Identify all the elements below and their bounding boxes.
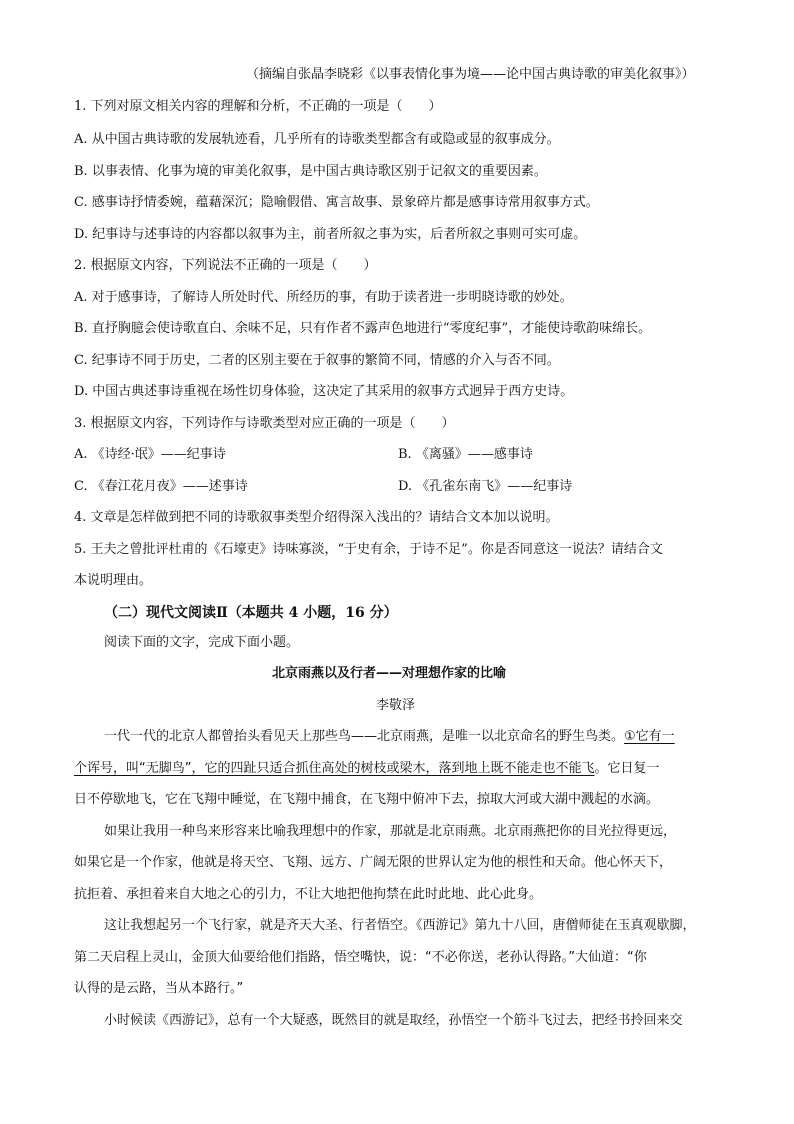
reading-instruction: 阅读下面的文字，完成下面小题。 bbox=[104, 635, 300, 650]
question-2-option-a: A. 对于感事诗，了解诗人所处时代、所经历的事，有助于读者进一步明晓诗歌的妙处。 bbox=[74, 290, 573, 305]
paragraph-2-line-3: 抗拒着、承担着来自大地之心的引力，不让大地把他拘禁在此时此地、此心此身。 bbox=[74, 887, 543, 902]
paragraph-3-line-3: 认得的是云路，当从本路行。” bbox=[74, 981, 244, 996]
article-author: 李敬泽 bbox=[376, 698, 416, 713]
question-3-option-a: A. 《诗经·氓》——纪事诗 bbox=[74, 447, 226, 462]
question-3-option-c: C. 《春江花月夜》——述事诗 bbox=[74, 479, 248, 494]
underlined-sentence: 个诨号，叫“无脚鸟”，它的四趾只适合抓住高处的树枝或梁木，落到地上既不能走也不能飞 bbox=[74, 761, 595, 776]
paragraph-1-text: 一代一代的北京人都曾抬头看见天上那些鸟——北京雨燕，是唯一以北京命名的野生鸟类。 bbox=[104, 729, 625, 744]
question-2-option-b: B. 直抒胸臆会使诗歌直白、余味不足，只有作者不露声色地进行“零度纪事”，才能使诗歌韵味绵长。 bbox=[74, 321, 652, 336]
underlined-sentence: ①它有一 bbox=[624, 729, 675, 744]
paragraph-1-text: 。它日复一 bbox=[594, 761, 660, 776]
paragraph-1-line-1 bbox=[104, 728, 675, 746]
paragraph-4-line-1: 小时候读《西游记》，总有一个大疑惑，既然目的就是取经，孙悟空一个筋斗飞过去，把经书拎回来交 bbox=[104, 1013, 683, 1028]
paragraph-3-line-1: 这让我想起另一个飞行家，就是齐天大圣、行者悟空。《西游记》第九十八回，唐僧师徒在玉真观歇脚， bbox=[104, 918, 696, 933]
question-1-option-b: B. 以事表情、化事为境的审美化叙事，是中国古典诗歌区别于记叙文的重要因素。 bbox=[74, 164, 547, 179]
article-title: 北京雨燕以及行者——对理想作家的比喻 bbox=[272, 666, 507, 681]
paragraph-3-line-2: 第二天启程上灵山，金顶大仙要给他们指路，悟空嘴快，说：“不必你送，老孙认得路。”大仙道：“你 bbox=[74, 950, 647, 965]
paragraph-1-line-3: 日不停歇地飞，它在飞翔中睡觉，在飞翔中捕食，在飞翔中俯冲下去，掠取大河或大湖中溅起的水滴。 bbox=[74, 792, 660, 807]
paragraph-2-line-1: 如果让我用一种鸟来形容来比喻我理想中的作家，那就是北京雨燕。北京雨燕把你的目光拉得更远， bbox=[104, 824, 677, 839]
question-1-option-c: C. 感事诗抒情委婉，蕴藉深沉；隐喻假借、寓言故事、景象碎片都是感事诗常用叙事方式。 bbox=[74, 195, 599, 210]
question-1-stem: 1. 下列对原文相关内容的理解和分析，不正确的一项是（ ） bbox=[74, 99, 442, 114]
question-1-option-d: D. 纪事诗与述事诗的内容都以叙事为主，前者所叙之事为实，后者所叙之事则可实可虚。 bbox=[74, 227, 587, 242]
section-heading: （二）现代文阅读Ⅱ（本题共 4 小题，16 分） bbox=[104, 605, 398, 621]
question-2-stem: 2. 根据原文内容，下列说法不正确的一项是（ ） bbox=[74, 258, 377, 273]
question-1-option-a: A. 从中国古典诗歌的发展轨迹看，几乎所有的诗歌类型都含有或隐或显的叙事成分。 bbox=[74, 132, 560, 147]
question-3-option-d: D. 《孔雀东南飞》——纪事诗 bbox=[398, 479, 573, 494]
question-5-line-1: 5. 王夫之曾批评杜甫的《石壕吏》诗味寡淡，“于史有余，于诗不足”。你是否同意这一说法？请结合文 bbox=[74, 542, 663, 557]
paragraph-1-line-2 bbox=[74, 760, 660, 778]
question-3-stem: 3. 根据原文内容，下列诗作与诗歌类型对应正确的一项是（ ） bbox=[74, 416, 455, 431]
source-citation: （摘编自张晶李晓彩《以事表情化事为境——论中国古典诗歌的审美化叙事》） bbox=[246, 67, 695, 82]
question-4: 4. 文章是怎样做到把不同的诗歌叙事类型介绍得深入浅出的？请结合文本加以说明。 bbox=[74, 510, 559, 525]
question-2-option-d: D. 中国古典述事诗重视在场性切身体验，这决定了其采用的叙事方式迥异于西方史诗。 bbox=[74, 384, 574, 399]
question-3-option-b: B. 《离骚》——感事诗 bbox=[398, 447, 533, 462]
paragraph-2-line-2: 如果它是一个作家，他就是将天空、飞翔、远方、广阔无限的世界认定为他的根性和天命。他心怀天下， bbox=[74, 855, 673, 870]
question-5-line-2: 本说明理由。 bbox=[74, 573, 153, 588]
question-2-option-c: C. 纪事诗不同于历史，二者的区别主要在于叙事的繁简不同，情感的介入与否不同。 bbox=[74, 353, 560, 368]
